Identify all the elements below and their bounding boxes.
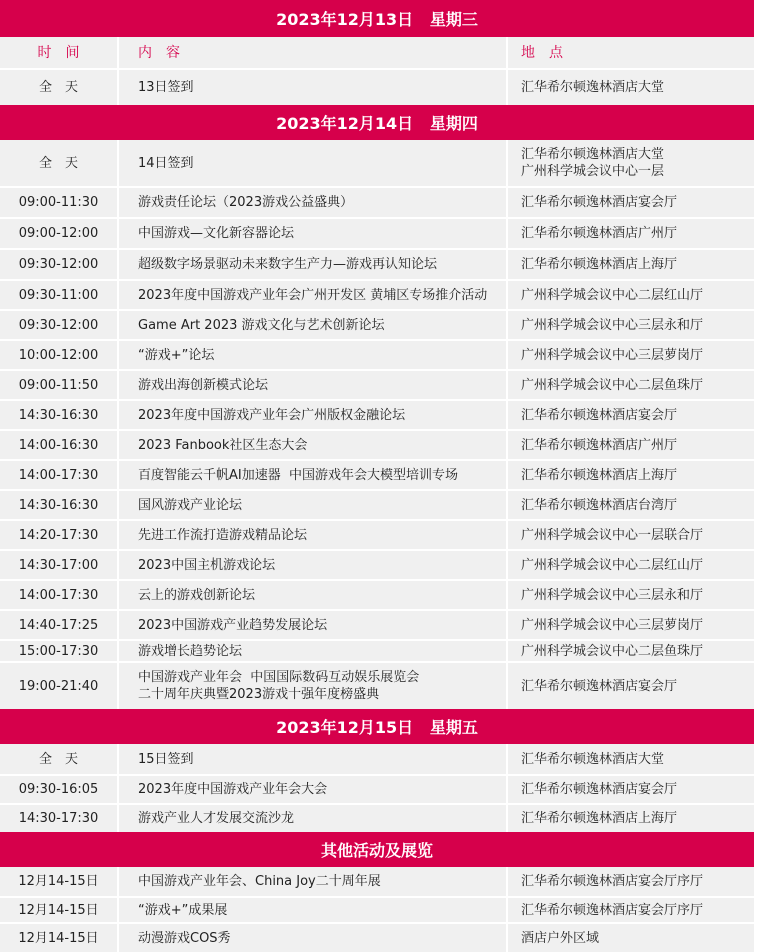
column-divider [117,898,119,922]
column-divider [117,776,119,803]
row-content: 超级数字场景驱动未来数字生产力—游戏再认知论坛 [138,257,438,272]
row-time: 14:30-16:30 [18,497,99,513]
row-time: 14:30-17:00 [18,557,99,573]
row-time: 全 天 [38,155,78,171]
column-header-time: 时 间 [37,44,80,61]
column-header-location: 地 点 [521,44,563,61]
column-divider [117,431,119,459]
row-location: 汇华希尔顿逸林酒店宴会厅序厅 [521,902,704,918]
row-time: 14:00-16:30 [18,437,99,453]
row-content: 游戏增长趋势论坛 [138,643,243,659]
row-location: 广州科学城会议中心三层永和厅 [521,587,704,603]
row-time: 14:30-16:30 [18,407,99,423]
column-divider [117,371,119,399]
row-content: 2023 Fanbook社区生态大会 [138,437,308,453]
row-time: 09:00-12:00 [18,226,99,241]
table-row [0,805,754,832]
row-time: 09:00-11:50 [18,377,99,393]
row-content: 2023年度中国游戏产业年会大会 [138,782,328,797]
table-row [0,250,754,279]
table-row [0,461,754,489]
table-row [0,188,754,217]
row-time: 09:30-16:05 [18,782,99,797]
row-location: 汇华希尔顿逸林酒店台湾厅 [521,497,678,513]
row-content: 游戏出海创新模式论坛 [138,377,269,393]
row-content: 14日签到 [138,155,194,171]
other-activities-header [0,832,754,867]
table-row [0,581,754,609]
column-divider [117,744,119,774]
row-content: 15日签到 [138,751,194,767]
day-header-label: 2023年12月13日 星期三 [276,10,478,29]
row-location: 汇华希尔顿逸林酒店大堂 广州科学城会议中心一层 [521,147,665,179]
table-row [0,311,754,339]
table-row [0,744,754,774]
column-divider [117,188,119,217]
table-row [0,401,754,429]
row-content: 2023中国主机游戏论坛 [138,557,276,573]
table-row [0,281,754,309]
row-location: 广州科学城会议中心三层萝岗厅 [521,347,704,363]
row-location: 汇华希尔顿逸林酒店宴会厅序厅 [521,874,704,889]
row-time: 全 天 [38,80,78,95]
row-time: 12月14-15日 [18,930,99,946]
table-row [0,867,754,896]
row-time: 14:40-17:25 [18,617,99,633]
row-time: 全 天 [38,751,78,767]
row-content: “游戏+”成果展 [138,902,228,918]
row-location: 汇华希尔顿逸林酒店广州厅 [521,437,678,453]
row-location: 汇华希尔顿逸林酒店上海厅 [521,257,678,272]
column-divider [117,219,119,248]
row-content: 游戏产业人才发展交流沙龙 [138,811,295,826]
column-divider [117,611,119,639]
column-divider [117,867,119,896]
day-header-dec13 [0,0,754,37]
section-header-label: 其他活动及展览 [320,841,433,860]
column-divider [117,663,119,709]
row-content: Game Art 2023 游戏文化与艺术创新论坛 [138,317,385,333]
table-row [0,431,754,459]
table-row [0,641,754,661]
row-time: 09:30-12:00 [18,257,99,272]
row-time: 12月14-15日 [18,874,99,889]
table-row [0,341,754,369]
row-location: 汇华希尔顿逸林酒店宴会厅 [521,195,678,210]
column-divider [117,641,119,661]
row-location: 酒店户外区域 [521,930,600,946]
table-row [0,776,754,803]
table-row [0,551,754,579]
table-row [0,663,754,709]
column-divider [117,281,119,309]
row-time: 09:30-12:00 [18,317,99,333]
day-header-label: 2023年12月15日 星期五 [276,718,478,737]
row-content: 百度智能云千帆AI加速器 中国游戏年会大模型培训专场 [138,467,458,483]
row-content: 中国游戏产业年会 中国国际数码互动娱乐展览会 二十周年庆典暨2023游戏十强年度榜盛典 [138,670,420,702]
row-content: 13日签到 [138,80,194,95]
column-divider [117,37,119,69]
row-content: “游戏+”论坛 [138,347,215,363]
day-header-dec15 [0,709,754,744]
row-location: 广州科学城会议中心二层鱼珠厅 [521,377,704,393]
table-row [0,924,754,952]
row-content: 国风游戏产业论坛 [138,497,243,513]
row-location: 汇华希尔顿逸林酒店宴会厅 [521,678,678,694]
row-location: 汇华希尔顿逸林酒店上海厅 [521,811,678,826]
row-time: 09:30-11:00 [18,287,99,303]
table-row [0,521,754,549]
row-location: 汇华希尔顿逸林酒店宴会厅 [521,407,678,423]
column-divider [117,250,119,279]
row-content: 中国游戏产业年会、China Joy二十周年展 [138,874,381,889]
row-time: 15:00-17:30 [18,643,99,659]
row-location: 广州科学城会议中心二层鱼珠厅 [521,643,704,659]
row-content: 游戏责任论坛（2023游戏公益盛典） [138,195,354,210]
column-divider [117,341,119,369]
row-time: 14:20-17:30 [18,527,99,543]
day-header-label: 2023年12月14日 星期四 [276,114,478,133]
row-content: 2023年度中国游戏产业年会广州开发区 黄埔区专场推介活动 [138,287,488,303]
row-time: 14:00-17:30 [18,467,99,483]
row-location: 广州科学城会议中心三层萝岗厅 [521,617,704,633]
row-location: 广州科学城会议中心三层永和厅 [521,317,704,333]
column-divider [117,311,119,339]
column-divider [117,521,119,549]
table-row [0,611,754,639]
column-divider [117,461,119,489]
day-header-dec14 [0,105,754,140]
row-time: 14:00-17:30 [18,587,99,603]
row-location: 汇华希尔顿逸林酒店上海厅 [521,467,678,483]
column-divider [117,551,119,579]
table-row [0,219,754,248]
row-time: 09:00-11:30 [18,195,99,210]
row-content: 先进工作流打造游戏精品论坛 [138,527,308,543]
row-location: 广州科学城会议中心一层联合厅 [521,527,704,543]
row-content: 云上的游戏创新论坛 [138,587,256,603]
table-row [0,140,754,186]
column-divider [117,491,119,519]
row-content: 中国游戏—文化新容器论坛 [138,226,295,241]
table-row [0,491,754,519]
row-location: 汇华希尔顿逸林酒店大堂 [521,751,665,767]
row-location: 汇华希尔顿逸林酒店大堂 [521,80,665,95]
column-divider [117,924,119,952]
table-row [0,898,754,922]
table-row [0,371,754,399]
column-header-content: 内 容 [138,44,180,61]
table-row [0,70,754,105]
row-time: 19:00-21:40 [18,678,99,694]
row-location: 汇华希尔顿逸林酒店广州厅 [521,226,678,241]
row-location: 汇华希尔顿逸林酒店宴会厅 [521,782,678,797]
row-content: 2023年度中国游戏产业年会广州版权金融论坛 [138,407,406,423]
row-content: 动漫游戏COS秀 [138,930,231,946]
row-time: 14:30-17:30 [18,811,99,826]
column-header-row [0,37,754,69]
row-time: 10:00-12:00 [18,347,99,363]
column-divider [117,581,119,609]
column-divider [117,70,119,105]
row-time: 12月14-15日 [18,902,99,918]
row-location: 广州科学城会议中心二层红山厅 [521,287,704,303]
column-divider [117,805,119,832]
column-divider [117,401,119,429]
column-divider [117,140,119,186]
row-location: 广州科学城会议中心二层红山厅 [521,557,704,573]
row-content: 2023中国游戏产业趋势发展论坛 [138,617,328,633]
